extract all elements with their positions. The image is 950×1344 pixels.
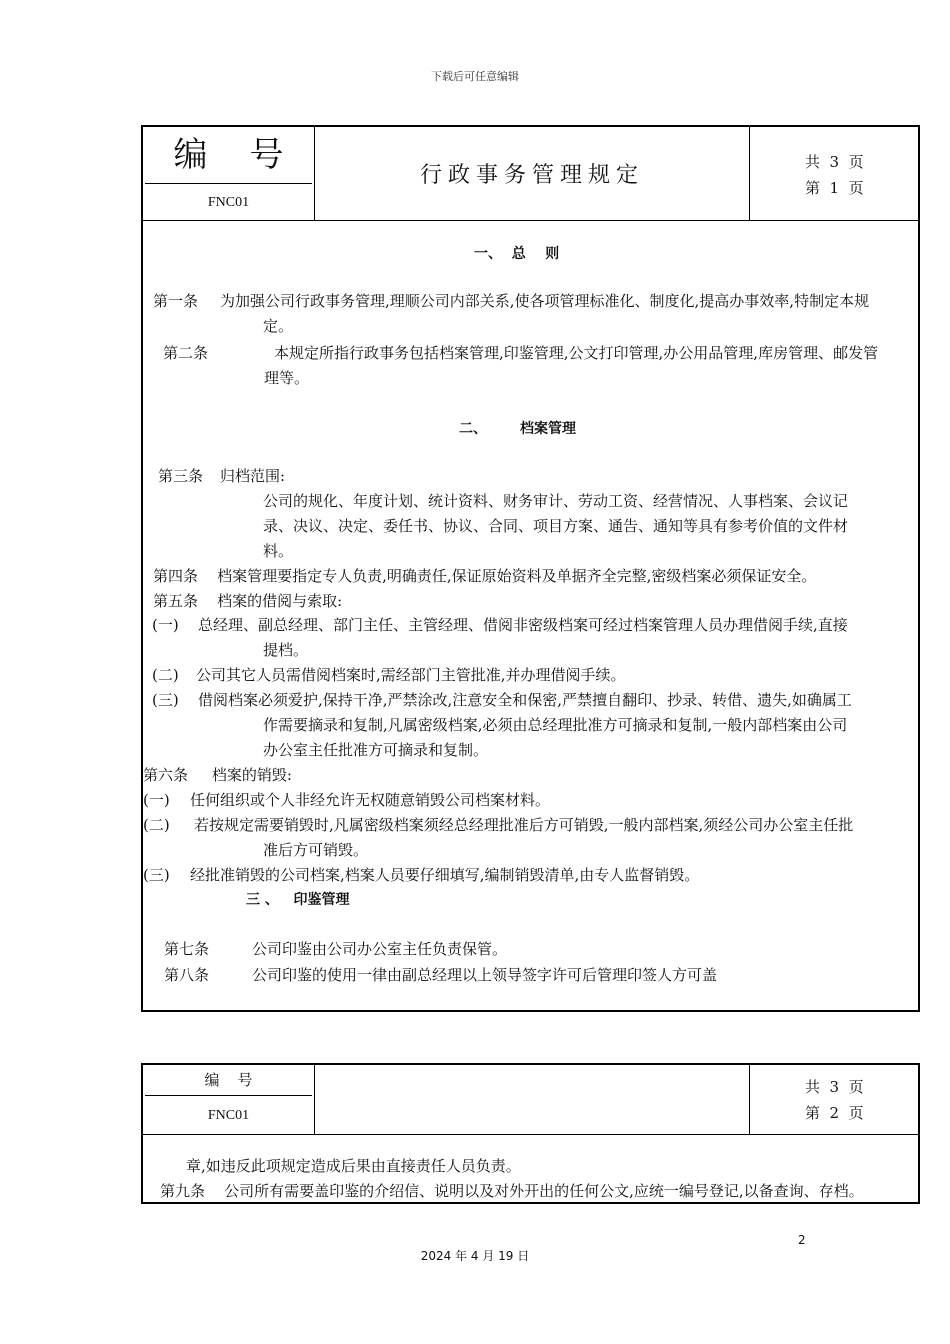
article-2-text-cont: 理等。 (264, 369, 310, 387)
article-5-item-3-text: 借阅档案必须爱护,保持干净,严禁涂改,注意安全和保密,严禁擅自翻印、抄录、转借、遗失,如确属工 (198, 691, 852, 709)
header-row (143, 127, 918, 221)
page-info-cell (750, 127, 918, 220)
document-title: 行政事务管理规定 (419, 163, 644, 188)
article-8-text: 公司印鉴的使用一律由副总经理以上领导签字许可后管理印签人方可盖 (252, 966, 718, 984)
current-page-page-2: 第 2 页 (805, 1104, 864, 1122)
article-5: 第五条 档案的借阅与索取: (153, 592, 343, 610)
article-9: 第九条 公司所有需要盖印鉴的介绍信、说明以及对外开出的任何公文,应统一编号登记,以备查询、存档。 (160, 1182, 864, 1200)
article-3-label: 第三条 (158, 467, 204, 485)
article-8-continuation: 章,如违反此项规定造成后果由直接责任人员负责。 (186, 1157, 521, 1175)
header-row-page-2 (143, 1065, 918, 1135)
code-label-char-2: 号 (249, 135, 284, 175)
document-frame-page-2 (141, 1063, 920, 1204)
code-label-char-1: 编 (173, 135, 208, 175)
article-7-text: 公司印鉴由公司办公室主任负责保管。 (252, 940, 508, 958)
article-6-item-1-label: (一) (143, 791, 170, 809)
total-pages-page-2: 共 3 页 (805, 1078, 864, 1096)
article-2-text: 本规定所指行政事务包括档案管理,印鉴管理,公文打印管理,办公用品管理,库房管理、邮发管 (274, 344, 879, 362)
article-2-label: 第二条 (163, 344, 209, 362)
article-3-head: 归档范围: (220, 467, 286, 485)
code-cell-page-2 (143, 1065, 315, 1134)
article-5-item-1-text-cont: 提档。 (263, 641, 309, 659)
code-label-char-2: 号 (237, 1071, 253, 1089)
article-3-text-1: 公司的规化、年度计划、统计资料、财务审计、劳动工资、经营情况、人事档案、会议记 (263, 492, 849, 510)
article-5-item-3-text-2: 作需要摘录和复制,凡属密级档案,必须由总经理批准方可摘录和复制,一般内部档案由公司 (263, 716, 848, 734)
article-1-text: 为加强公司行政事务管理,理顺公司内部关系,使各项管理标准化、制度化,提高办事效率,特制定本规 (220, 292, 870, 310)
title-cell-page-2 (315, 1065, 750, 1134)
article-6-item-3-label: (三) (143, 866, 170, 884)
code-label (145, 127, 312, 184)
article-6-item-3-text: 经批准销毁的公司档案,档案人员要仔细填写,编制销毁清单,由专人监督销毁。 (190, 866, 700, 884)
article-5-item-2-text: 公司其它人员需借阅档案时,需经部门主管批准,并办理借阅手续。 (196, 666, 626, 684)
code-value-page-2: FNC01 (207, 1108, 250, 1123)
section-number-archives: 二、 (459, 421, 487, 437)
footer-date: 2024 年 4 月 19 日 (420, 1249, 530, 1263)
code-label-char-1: 编 (204, 1071, 220, 1089)
document-frame-page-1 (141, 125, 920, 1012)
page-info-cell-page-2 (750, 1065, 918, 1134)
article-6-item-2-label: (二) (143, 816, 170, 834)
code-value: FNC01 (207, 195, 250, 210)
article-6: 第六条 档案的销毁: (143, 766, 292, 784)
article-6-item-2-text-cont: 准后方可销毁。 (263, 841, 369, 859)
header-note: 下载后可任意编辑 (431, 70, 519, 83)
article-5-item-3-label: (三) (152, 691, 179, 709)
section-title-general: 一、 总 则 (474, 246, 560, 262)
article-3-text-2: 录、决议、决定、委任书、协议、合同、项目方案、通告、通知等具有参考价值的文件材 (263, 517, 849, 535)
code-label-page-2 (145, 1065, 312, 1096)
article-6-item-2-text: 若按规定需要销毁时,凡属密级档案须经总经理批准后方可销毁,一般内部档案,须经公司办公室主任批 (194, 816, 854, 834)
article-7-label: 第七条 (164, 940, 210, 958)
article-5-item-2-label: (二) (152, 666, 179, 684)
article-5-item-3-text-3: 办公室主任批准方可摘录和复制。 (263, 741, 489, 759)
section-title-archives: 档案管理 (520, 421, 576, 437)
total-pages: 共 3 页 (805, 153, 864, 171)
article-1-label: 第一条 (153, 292, 199, 310)
footer-page-number: 2 (798, 1233, 806, 1247)
article-5-item-1-label: (一) (152, 616, 179, 634)
article-8-label: 第八条 (164, 966, 210, 984)
article-5-item-1-text: 总经理、副总经理、部门主任、主管经理、借阅非密级档案可经过档案管理人员办理借阅手续,直接 (198, 616, 848, 634)
article-4: 第四条 档案管理要指定专人负责,明确责任,保证原始资料及单据齐全完整,密级档案必须保证安全。 (153, 567, 817, 585)
code-cell (143, 127, 315, 220)
article-6-item-1-text: 任何组织或个人非经允许无权随意销毁公司档案材料。 (190, 791, 551, 809)
article-3-text-3: 料。 (263, 542, 294, 560)
section-title-seals: 三 、 印鉴管理 (246, 892, 350, 908)
article-1-text-cont: 定。 (263, 317, 294, 335)
title-cell (315, 127, 750, 220)
current-page: 第 1 页 (805, 179, 864, 197)
